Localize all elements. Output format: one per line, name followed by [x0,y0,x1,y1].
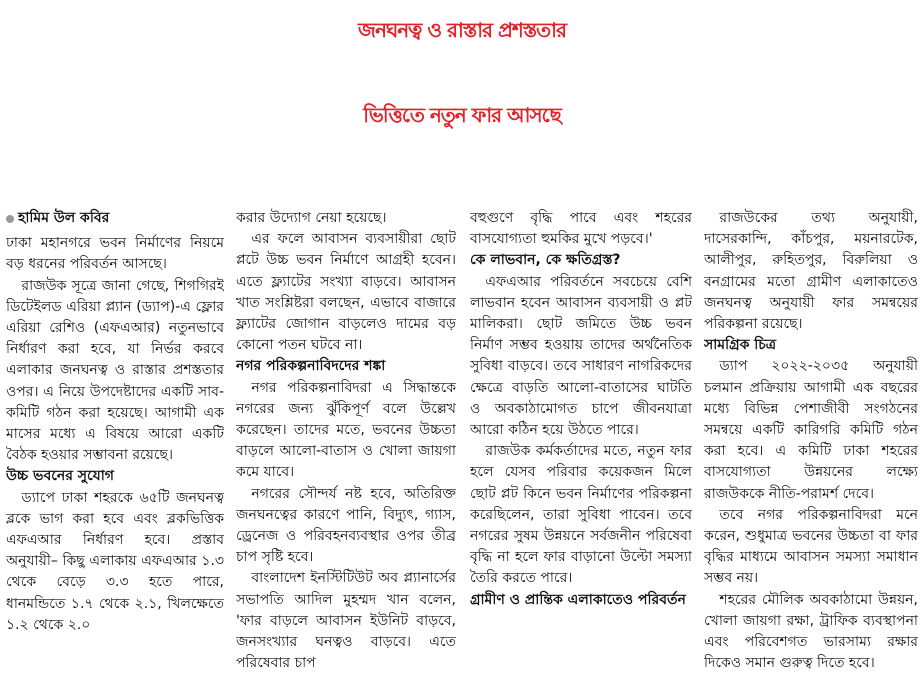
subheading: কে লাভবান, কে ক্ষতিগ্রস্ত? [470,252,621,269]
paragraph: রাজউক কর্মকর্তাদের মতে, নতুন ফার হলে যেসব পরিবার কয়েকজন মিলে ছোট প্লট কিনে ভবন নির্মাণের পরিকল্পনা করেছিলেন, তারা সুবিধা পাবেন। তবে নগরের সুষম উন্নয়নে সর্বজনীন পরিষেবা বৃদ্ধি না হলে ফার বাড়ানো উল্টো সমস্যা তৈরি করতে পারে। [470,443,692,587]
subheading: সামগ্রিক চিত্র [704,337,777,354]
bullet-icon [6,215,14,223]
paragraph: নগরের সৌন্দর্য নষ্ট হবে, অতিরিক্ত জনঘনত্বের কারণে পানি, বিদ্যুৎ, গ্যাস, ড্রেনেজ ও পরিবহনব্যবস্থার ওপর তীব্র চাপ সৃষ্টি হবে। [236,485,456,566]
paragraph: রাজউক সূত্রে জানা গেছে, শিগগিরই ডিটেইলড এরিয়া প্ল্যান (ড্যাপ)-এ ফ্লোর এরিয়া রেশিও (এফএআর) নতুনভাবে নির্ধারণ করা হবে, যা নির্ভর করবে এলাকার জনঘনত্ব ও রাস্তার প্রশস্ততার ওপর। এ নিয়ে উপদেষ্টাদের একটি সাব-কমিটি গঠন করা হয়েছে। আগামী এক মাসের মধ্যে এ বিষয়ে আরো একটি বৈঠক হওয়ার সম্ভাবনা রয়েছে। [6,277,224,464]
paragraph: বহুগুণে বৃদ্ধি পাবে এবং শহরের বাসযোগ্যতা হুমকির মুখে পড়বে।' [470,210,692,248]
paragraph: বাংলাদেশ ইনস্টিটিউট অব প্ল্যানার্সের সভাপতি আদিল মুহম্মদ খান বলেন, 'ফার বাড়লে আবাসন ইউনিট বাড়বে, জনসংখ্যার ঘনত্বও বাড়বে। এতে পরিষেবার চাপ [236,570,456,672]
paragraph: ড্যাপ ২০২২-২০৩৫ অনুযায়ী চলমান প্রক্রিয়ায় আগামী এক বছরের মধ্যে বিভিন্ন পেশাজীবী সংগঠনের সমন্বয়ে একটি কারিগরি কমিটি গঠন করা হবে। এ কমিটি ঢাকা শহরের বাসযোগ্যতা উন্নয়নের লক্ষ্যে রাজউককে নীতি-পরামর্শ দেবে। [704,358,918,502]
subheading: গ্রামীণ ও প্রান্তিক এলাকাতেও পরিবর্তন [470,591,686,608]
article-column-2 [236,208,456,698]
paragraph: শহরের মৌলিক অবকাঠামো উন্নয়ন, খোলা জায়গা রক্ষা, ট্রাফিক ব্যবস্থাপনা এবং পরিবেশগত ভারসাম্য রক্ষার দিকেও সমান গুরুত্ব দিতে হবে। [704,591,918,672]
paragraph: নগর পরিকল্পনাবিদরা এ সিদ্ধান্তকে নগরের জন্য ঝুঁকিপূর্ণ বলে উল্লেখ করেছেন। তাদের মতে, ভবনের উচ্চতা বাড়লে আলো-বাতাস ও খোলা জায়গা কমে যাবে। [236,379,456,481]
headline-line-1: জনঘনত্ব ও রাস্তার প্রশস্ততার [358,18,566,42]
article-column-1 [6,208,224,698]
paragraph: এফএআর পরিবর্তনে সবচেয়ে বেশি লাভবান হবেন আবাসন ব্যবসায়ী ও প্লট মালিকরা। ছোট জমিতে উচ্চ ভবন নির্মাণ সম্ভব হওয়ায় তাদের অর্থনৈতিক সুবিধা বাড়বে। তবে সাধারণ নাগরিকদের ক্ষেত্রে বাড়তি আলো-বাতাসের ঘাটতি ও অবকাঠামোগত চাপে জীবনযাত্রা আরো কঠিন হয়ে উঠতে পারে। [470,273,692,439]
subheading: উচ্চ ভবনের সুযোগ [6,468,114,485]
byline [6,208,224,229]
paragraph: এর ফলে আবাসন ব্যবসায়ীরা ছোট প্লটে উচ্চ ভবন নির্মাণে আগ্রহী হবেন। এতে ফ্ল্যাটের সংখ্যা বাড়বে। আবাসন খাত সংশ্লিষ্টরা বলছেন, এভাবে বাজারে ফ্ল্যাটের জোগান বাড়লেও দামের বড় কোনো পতন ঘটবে না। [236,231,456,354]
headline-line-2: ভিত্তিতে নতুন ফার আসছে [363,103,561,127]
paragraph: তবে নগর পরিকল্পনাবিদরা মনে করেন, শুধুমাত্র ভবনের উচ্চতা বা ফার বৃদ্ধির মাধ্যমে আবাসন সমস্যা সমাধান সম্ভব নয়। [704,506,918,587]
paragraph: করার উদ্যোগ নেয়া হয়েছে। [236,210,387,226]
byline-author: হামিম উল কবির [18,210,110,226]
paragraph: ড্যাপে ঢাকা শহরকে ৬৫টি জনঘনত্ব ব্লকে ভাগ করা হবে এবং ব্লকভিত্তিক এফএআর নির্ধারণ হবে। প্রস্তাব অনুযায়ী– কিছু এলাকায় এফএআর ১.৩ থেকে বেড়ে ৩.৩ হতে পারে, ধানমন্ডিতে ১.৭ থেকে ২.১, খিলক্ষেতে ১.২ থেকে ২.০ [6,489,224,633]
paragraph: রাজউকের তথ্য অনুযায়ী, দাসেরকান্দি, কাঁচপুর, ময়নারটেক, আলীপুর, রুহিতপুর, বিরুলিয়া ও বনগ্রামের মতো গ্রামীণ এলাকাতেও জনঘনত্ব অনুযায়ী ফার সমন্বয়ের পরিকল্পনা রয়েছে। [704,210,918,333]
article-column-4 [704,208,918,698]
subheading: নগর পরিকল্পনাবিদদের শঙ্কা [236,358,386,375]
paragraph: ঢাকা মহানগরে ভবন নির্মাণের নিয়মে বড় ধরনের পরিবর্তন আসছে। [6,235,224,273]
article-column-3 [470,208,692,698]
